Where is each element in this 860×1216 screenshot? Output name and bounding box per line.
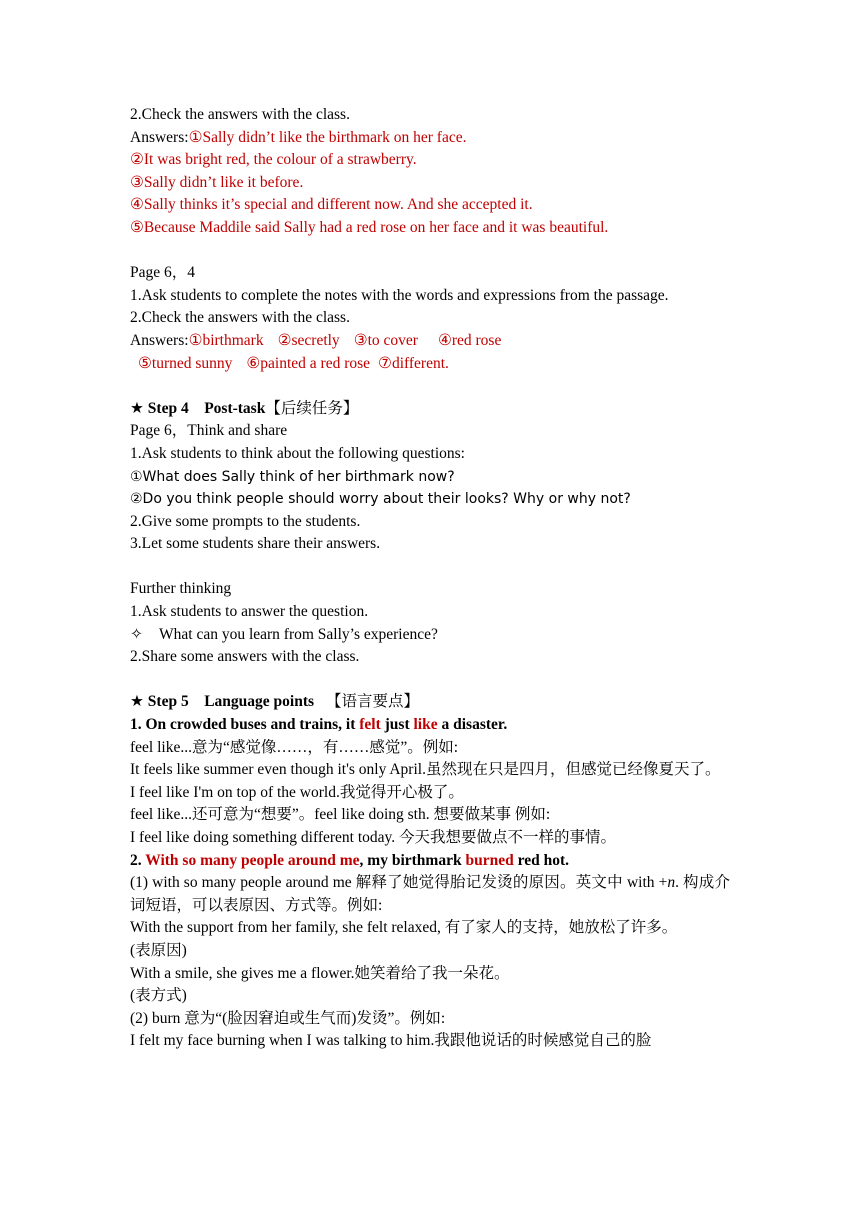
step5-heading — [130, 691, 730, 714]
point1-like: like — [413, 716, 438, 734]
step4-title: Step 4 Post-task — [143, 399, 266, 417]
note-answer-4: ④red rose — [437, 331, 502, 349]
with-example-1: With the support from her family, she felt relaxed, 有了家人的支持，她放松了许多。 — [130, 919, 678, 937]
answers-line-1 — [130, 127, 730, 150]
note-answer-5: ⑤turned sunny — [138, 354, 233, 372]
further-thinking-title: Further thinking — [130, 580, 232, 598]
step5-title: Step 5 Language points — [143, 693, 315, 711]
spacer — [130, 669, 730, 692]
point1-text-c: a disaster. — [437, 716, 508, 734]
feel-like-explanation-2: feel like...还可意为“想要”。feel like doing sth. 想要做某事 例如: — [130, 806, 551, 824]
star-icon: ★ — [130, 399, 144, 417]
answers-label-2: Answers: — [130, 331, 189, 349]
further-ask: 1.Ask students to answer the question. — [130, 603, 369, 621]
with-explanation-a: (1) with so many people around me 解释了她觉得胎记发烫的原因。英文中 with + — [130, 874, 668, 892]
answers-label: Answers: — [130, 128, 189, 146]
answer-1: ①Sally didn’t like the birthmark on her face. — [188, 128, 467, 146]
burn-explanation: (2) burn 意为“(脸因窘迫或生气而)发烫”。例如: — [130, 1009, 446, 1027]
further-question — [130, 624, 730, 647]
note-answer-7: ⑦different. — [378, 354, 449, 372]
feel-like-explanation: feel like...意为“感觉像……，有……感觉”。例如: — [130, 738, 459, 756]
answer-2: ②It was bright red, the colour of a strawberry. — [130, 151, 417, 169]
notes-answers-row-2 — [130, 353, 730, 376]
with-example-2-note: (表方式) — [130, 987, 187, 1005]
feel-like-example-3: I feel like doing something different today. 今天我想要做点不一样的事情。 — [130, 829, 617, 846]
point1-felt: felt — [359, 716, 381, 734]
step4-heading — [130, 398, 730, 421]
note-answer-1: ①birthmark — [188, 331, 264, 349]
further-share: 2.Share some answers with the class. — [130, 648, 360, 666]
feel-like-example-1: It feels like summer even though it's only April.虽然现在只是四月，但感觉已经像夏天了。 — [130, 761, 721, 779]
answer-5: ⑤Because Maddile said Sally had a red rose on her face and it was beautiful. — [130, 218, 609, 236]
point2-number: 2. — [130, 851, 146, 869]
check-answers-line: 2.Check the answers with the class. — [130, 106, 350, 123]
notes-answers-row-1 — [130, 330, 730, 353]
with-explanation-n: n — [667, 874, 676, 892]
document-page — [130, 104, 730, 1053]
star-icon: ★ — [130, 693, 144, 711]
point1-text-a: 1. On crowded buses and trains, it — [130, 716, 360, 734]
step4-prompts: 2.Give some prompts to the students. — [130, 512, 361, 530]
diamond-bullet-icon: ✧ — [130, 625, 143, 643]
answer-3: ③Sally didn’t like it before. — [130, 173, 304, 191]
note-answer-2: ②secretly — [277, 331, 340, 349]
spacer — [130, 240, 730, 263]
step4-cn-title: 【后续任务】 — [265, 399, 359, 417]
step5-cn-title: 【语言要点】 — [326, 693, 420, 711]
with-explanation-b: . 构成介词短语，可以表原因、方式等。例如: — [130, 874, 730, 914]
spacer — [130, 375, 730, 398]
language-point-1 — [130, 714, 730, 737]
burn-example: I felt my face burning when I was talking to him.我跟他说话的时候感觉自己的脸 — [130, 1032, 652, 1050]
point2-burned: burned — [465, 851, 514, 869]
point2-text-b: , my birthmark — [359, 851, 466, 869]
point1-text-b: just — [380, 716, 414, 734]
step4-page-reference: Page 6，Think and share — [130, 422, 288, 440]
answer-4: ④Sally thinks it’s special and different now. And she accepted it. — [130, 196, 533, 214]
note-answer-6: ⑥painted a red rose — [246, 354, 371, 372]
further-question-text: What can you learn from Sally’s experience? — [159, 625, 438, 643]
language-point-2 — [130, 850, 730, 873]
spacer — [130, 556, 730, 579]
point2-text-c: red hot. — [513, 851, 569, 869]
check-answers-line-2: 2.Check the answers with the class. — [130, 309, 350, 327]
feel-like-example-2: I feel like I'm on top of the world.我觉得开心极了。 — [130, 783, 464, 801]
with-example-1-note: (表原因) — [130, 941, 187, 959]
question-1: ①What does Sally think of her birthmark now? — [130, 468, 455, 485]
complete-notes-instruction: 1.Ask students to complete the notes with the words and expressions from the passage. — [130, 286, 669, 304]
with-example-2: With a smile, she gives me a flower.她笑着给了我一朵花。 — [130, 964, 510, 982]
with-explanation — [130, 872, 730, 917]
point2-phrase: With so many people around me — [145, 851, 360, 869]
question-2: ②Do you think people should worry about their looks? Why or why not? — [130, 491, 631, 508]
page-reference: Page 6，4 — [130, 264, 196, 282]
step4-ask: 1.Ask students to think about the following questions: — [130, 444, 465, 462]
step4-share: 3.Let some students share their answers. — [130, 535, 381, 553]
note-answer-3: ③to cover — [353, 331, 418, 349]
